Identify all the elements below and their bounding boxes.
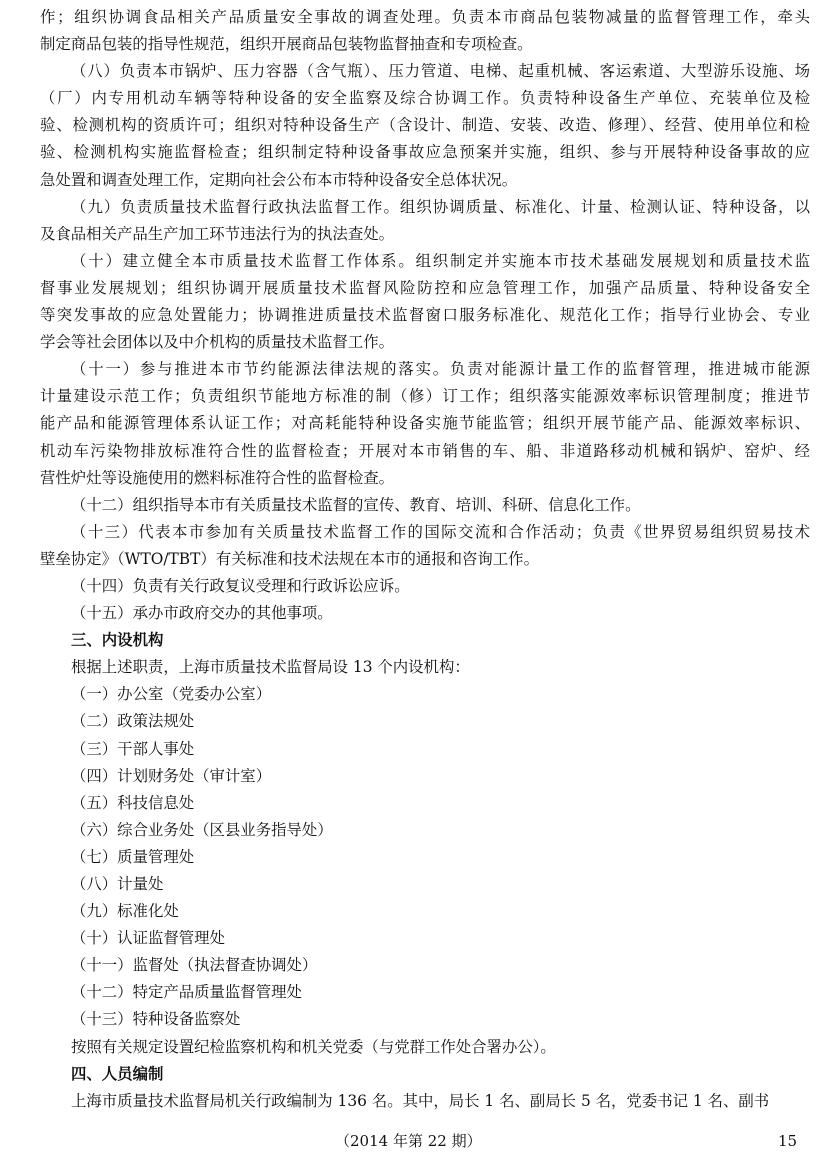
text-line: （四）计划财务处（审计室） bbox=[71, 766, 272, 785]
text-line: 按照有关规定设置纪检监察机构和机关党委（与党群工作处合署办公）。 bbox=[71, 1037, 556, 1056]
text-line: 等突发事故的应急处置能力；协调推进质量技术监督窗口服务标准化、规范化工作；指导行业协会、专业 bbox=[40, 306, 810, 325]
document-body bbox=[40, 4, 810, 1115]
text-line: （十二）特定产品质量监督管理处 bbox=[71, 983, 302, 1002]
text-line: （十三）代表本市参加有关质量技术监督工作的国际交流和合作活动；负责《世界贸易组织贸易技术 bbox=[71, 522, 810, 541]
text-line: （三）干部人事处 bbox=[71, 739, 195, 758]
text-line: 验、检测机构的资质许可；组织对特种设备生产（含设计、制造、安装、改造、修理）、经营、使用单位和检 bbox=[40, 116, 810, 135]
text-line: 计量建设示范工作；负责组织节能地方标准的制（修）订工作；组织落实能源效率标识管理制度；推进节 bbox=[40, 387, 810, 406]
text-line: （九）标准化处 bbox=[71, 902, 179, 921]
text-line: （九）负责质量技术监督行政执法监督工作。组织协调质量、标准化、计量、检测认证、特种设备，以 bbox=[71, 197, 810, 216]
text-line: （二）政策法规处 bbox=[71, 712, 195, 731]
page-number: 15 bbox=[778, 1132, 798, 1150]
text-line: （十一）参与推进本市节约能源法律法规的落实。负责对能源计量工作的监督管理，推进城市能源 bbox=[71, 360, 810, 379]
text-line: 作；组织协调食品相关产品质量安全事故的调查处理。负责本市商品包装物减量的监督管理工作，牵头 bbox=[40, 8, 810, 26]
text-line: 制定商品包装的指导性规范，组织开展商品包装物监督抽查和专项检查。 bbox=[40, 35, 533, 54]
text-line: （十一）监督处（执法督查协调处） bbox=[71, 956, 318, 975]
text-line: 壁垒协定》（WTO/TBT）有关标准和技术法规在本市的通报和咨询工作。 bbox=[40, 549, 539, 568]
text-line: （六）综合业务处（区县业务指导处） bbox=[71, 820, 333, 839]
text-line: 营性炉灶等设施使用的燃料标准符合性的监督检查。 bbox=[40, 468, 394, 487]
text-line: （十五）承办市政府交办的其他事项。 bbox=[71, 604, 333, 623]
text-line: 能产品和能源管理体系认证工作；对高耗能特种设备实施节能监管；组织开展节能产品、能源效率标识、 bbox=[40, 414, 810, 433]
text-line: 及食品相关产品生产加工环节违法行为的执法查处。 bbox=[40, 224, 394, 243]
section-heading: 四、人员编制 bbox=[71, 1064, 164, 1083]
text-line: 机动车污染物排放标准符合性的监督检查；开展对本市销售的车、船、非道路移动机械和锅炉、窑炉、经 bbox=[40, 441, 810, 460]
text-line: 根据上述职责，上海市质量技术监督局设 13 个内设机构： bbox=[71, 658, 470, 677]
text-line: （十三）特种设备监察处 bbox=[71, 1010, 241, 1029]
text-line: （十二）组织指导本市有关质量技术监督的宣传、教育、培训、科研、信息化工作。 bbox=[71, 495, 641, 514]
text-line: （八）计量处 bbox=[71, 875, 164, 893]
page-footer bbox=[0, 1128, 827, 1154]
text-line: （五）科技信息处 bbox=[71, 793, 195, 812]
text-line: 急处置和调查处理工作，定期向社会公布本市特种设备安全总体状况。 bbox=[40, 170, 518, 189]
text-line: 上海市质量技术监督局机关行政编制为 136 名。其中，局长 1 名、副局长 5 名，党委书记 1 名、副书 bbox=[71, 1091, 770, 1110]
text-line: （厂）内专用机动车辆等特种设备的安全监察及综合协调工作。负责特种设备生产单位、充装单位及检 bbox=[40, 89, 810, 108]
issue-label: （2014 年第 22 期） bbox=[335, 1132, 482, 1150]
text-line: 督事业发展规划；组织协调开展质量技术监督风险防控和应急管理工作，加强产品质量、特种设备安全 bbox=[40, 278, 810, 297]
text-line: （一）办公室（党委办公室） bbox=[71, 685, 272, 704]
text-line: 验、检测机构实施监督检查；组织制定特种设备事故应急预案并实施，组织、参与开展特种设备事故的应 bbox=[40, 143, 810, 162]
text-line: 学会等社会团体以及中介机构的质量技术监督工作。 bbox=[40, 333, 394, 352]
text-line: （十）建立健全本市质量技术监督工作体系。组织制定并实施本市技术基础发展规划和质量技术监 bbox=[71, 251, 810, 270]
section-heading: 三、内设机构 bbox=[71, 631, 164, 650]
text-line: （十四）负责有关行政复议受理和行政诉讼应诉。 bbox=[71, 576, 410, 595]
text-line: （十）认证监督管理处 bbox=[71, 929, 225, 948]
text-line: （八）负责本市锅炉、压力容器（含气瓶）、压力管道、电梯、起重机械、客运索道、大型游乐设施、场 bbox=[71, 62, 810, 81]
text-line: （七）质量管理处 bbox=[71, 847, 195, 866]
